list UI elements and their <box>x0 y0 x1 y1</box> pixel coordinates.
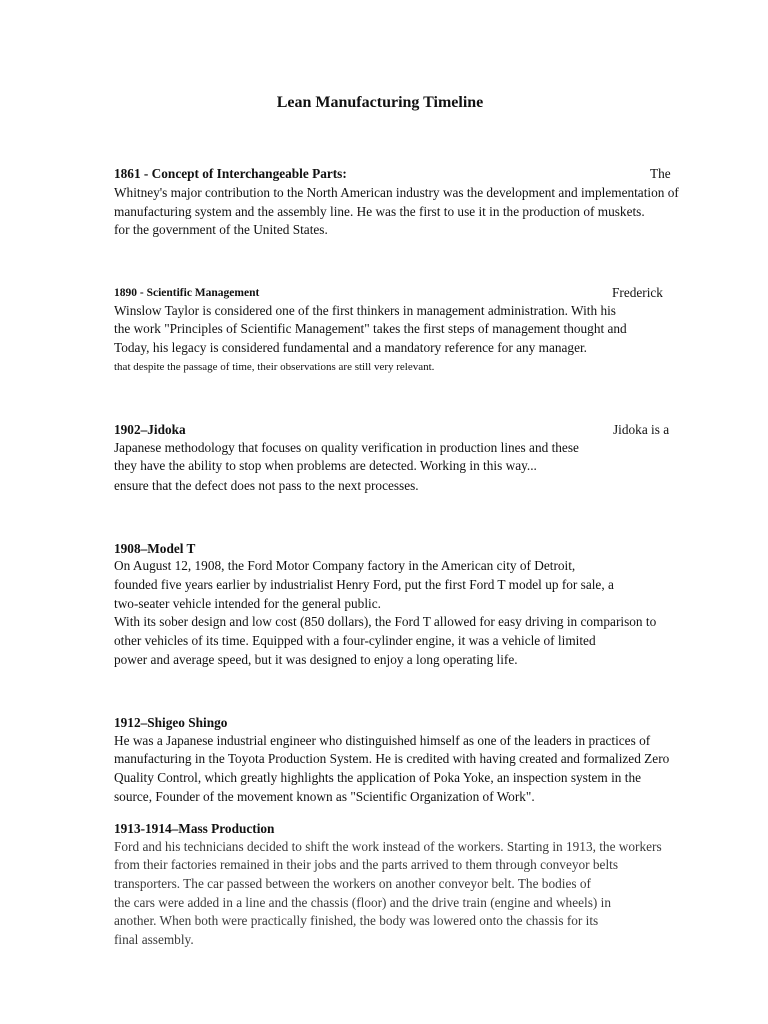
section-trail-1902: Jidoka is a <box>613 422 670 437</box>
section-line: final assembly. <box>114 932 194 947</box>
section-heading-1912: 1912–Shigeo Shingo <box>114 715 228 730</box>
section-line: Ford and his technicians decided to shift the work instead of the workers. Starting in 1913, the workers <box>114 839 662 854</box>
section-heading-1890: 1890 - Scientific Management <box>114 287 260 299</box>
section-line: two-seater vehicle intended for the general public. <box>114 596 381 611</box>
section-line: On August 12, 1908, the Ford Motor Company factory in the American city of Detroit, <box>114 558 576 573</box>
section-line: power and average speed, but it was designed to enjoy a long operating life. <box>114 652 518 667</box>
section-line: Whitney's major contribution to the North American industry was the development and implementation of <box>114 185 679 200</box>
section-line: Japanese methodology that focuses on quality verification in production lines and these <box>114 440 579 455</box>
document-title: Lean Manufacturing Timeline <box>276 94 484 111</box>
section-line: another. When both were practically finished, the body was lowered onto the chassis for its <box>114 913 599 928</box>
section-line: other vehicles of its time. Equipped with a four-cylinder engine, it was a vehicle of limited <box>114 633 596 648</box>
section-line: manufacturing in the Toyota Production System. He is credited with having created and formalized Zero <box>114 751 670 766</box>
section-line: Today, his legacy is considered fundamental and a mandatory reference for any manager. <box>114 340 587 355</box>
section-line: they have the ability to stop when problems are detected. Working in this way... <box>114 458 537 473</box>
section-line: founded five years earlier by industrialist Henry Ford, put the first Ford T model up for sale, a <box>114 577 614 592</box>
section-trail-1890: Frederick <box>612 285 663 300</box>
section-line: manufacturing system and the assembly line. He was the first to use it in the production of muskets. <box>114 204 645 219</box>
section-heading-1913: 1913-1914–Mass Production <box>114 821 275 836</box>
section-line: transporters. The car passed between the workers on another conveyor belt. The bodies of <box>114 876 591 891</box>
section-line: the work "Principles of Scientific Management" takes the first steps of management thought and <box>114 321 627 336</box>
section-trail-1861: The <box>650 166 671 181</box>
section-heading-1902: 1902–Jidoka <box>114 422 186 437</box>
section-line: source, Founder of the movement known as "Scientific Organization of Work". <box>114 789 535 804</box>
section-line: that despite the passage of time, their observations are still very relevant. <box>114 361 435 373</box>
section-line: He was a Japanese industrial engineer who distinguished himself as one of the leaders in practices of <box>114 733 651 748</box>
section-line: With its sober design and low cost (850 dollars), the Ford T allowed for easy driving in comparison to <box>114 614 657 629</box>
section-line: Quality Control, which greatly highlights the application of Poka Yoke, an inspection system in the <box>114 770 642 785</box>
section-heading-1861: 1861 - Concept of Interchangeable Parts: <box>114 166 347 181</box>
section-heading-1908: 1908–Model T <box>114 541 196 556</box>
section-line: Winslow Taylor is considered one of the first thinkers in management administration. With his <box>114 303 616 318</box>
section-line: for the government of the United States. <box>114 222 328 237</box>
section-line: the cars were added in a line and the chassis (floor) and the drive train (engine and wheels) in <box>114 895 611 910</box>
section-line: from their factories remained in their jobs and the parts arrived to them through conveyor belts <box>114 857 619 872</box>
section-line: ensure that the defect does not pass to the next processes. <box>114 478 419 493</box>
